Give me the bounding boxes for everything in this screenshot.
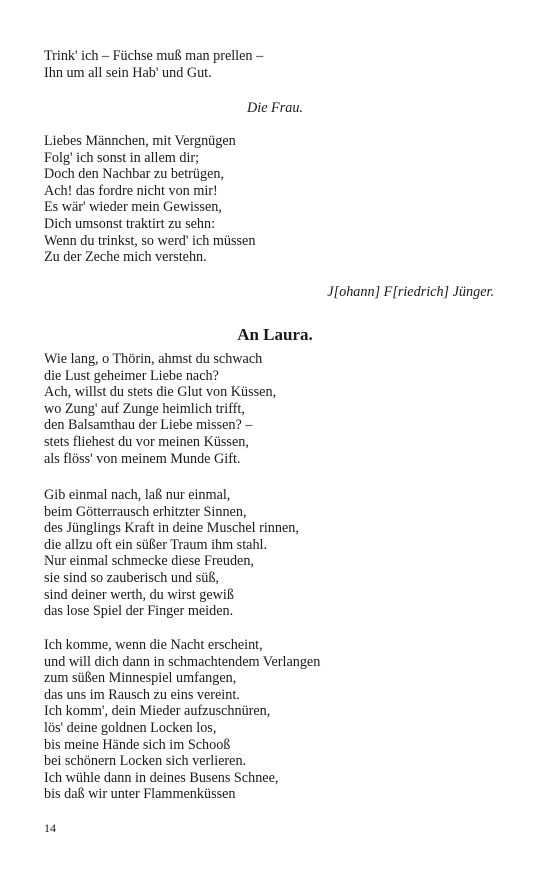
verse-line: Gib einmal nach, laß nur einmal, xyxy=(44,487,231,503)
verse-line: sie sind so zauberisch und süß, xyxy=(44,569,219,586)
verse-line: Ach, willst du stets die Glut von Küssen, xyxy=(44,384,277,401)
author-attribution: J[ohann] F[riedrich] Jünger. xyxy=(327,284,494,300)
verse-line: Wenn du trinkst, so werd' ich müssen xyxy=(44,232,256,249)
verse-line: Liebes Männchen, mit Vergnügen xyxy=(44,133,236,149)
verse-line: wo Zung' auf Zunge heimlich trifft, xyxy=(44,400,245,417)
verse-line: bis daß wir unter Flammenküssen xyxy=(44,786,236,803)
verse-line: Dich umsonst traktirt zu sehn: xyxy=(44,215,216,232)
continuation-stanza xyxy=(44,48,514,81)
verse-line: des Jünglings Kraft in deine Muschel rinnen, xyxy=(44,520,299,537)
verse-line: bis meine Hände sich im Schooß xyxy=(44,736,231,753)
frau-stanza xyxy=(44,133,514,266)
speaker-heading: Die Frau. xyxy=(247,100,303,116)
verse-line: die allzu oft ein süßer Traum ihm stahl. xyxy=(44,536,268,553)
verse-line: Ach! das fordre nicht von mir! xyxy=(44,182,218,199)
poem-stanza-3 xyxy=(44,637,514,803)
verse-line: den Balsamthau der Liebe missen? – xyxy=(44,417,253,434)
verse-line: Ich komme, wenn die Nacht erscheint, xyxy=(44,637,263,653)
verse-line: Nur einmal schmecke diese Freuden, xyxy=(44,553,254,570)
verse-line: das uns im Rausch zu eins vereint. xyxy=(44,686,240,703)
verse-line: als flöss' von meinem Munde Gift. xyxy=(44,450,241,467)
verse-line: sind deiner werth, du wirst gewiß xyxy=(44,586,234,603)
verse-line: Folg' ich sonst in allem dir; xyxy=(44,149,200,166)
page-number: 14 xyxy=(44,821,56,835)
verse-line: Ihn um all sein Hab' und Gut. xyxy=(44,64,212,81)
poem-stanza-2 xyxy=(44,487,514,620)
poem-stanza-1 xyxy=(44,351,514,467)
verse-line: Trink' ich – Füchse muß man prellen – xyxy=(44,48,264,64)
verse-line: Doch den Nachbar zu betrügen, xyxy=(44,166,225,183)
verse-line: Zu der Zeche mich verstehn. xyxy=(44,249,207,266)
verse-line: Ich komm', dein Mieder aufzuschnüren, xyxy=(44,703,271,720)
verse-line: bei schönern Locken sich verlieren. xyxy=(44,753,247,770)
verse-line: die Lust geheimer Liebe nach? xyxy=(44,367,219,384)
verse-line: Wie lang, o Thörin, ahmst du schwach xyxy=(44,351,263,367)
verse-line: und will dich dann in schmachtendem Verlangen xyxy=(44,653,321,670)
poem-title: An Laura. xyxy=(237,325,313,344)
verse-line: lös' deine goldnen Locken los, xyxy=(44,719,217,736)
verse-line: Ich wühle dann in deines Busens Schnee, xyxy=(44,769,279,786)
verse-line: zum süßen Minnespiel umfangen, xyxy=(44,670,237,687)
verse-line: beim Götterrausch erhitzter Sinnen, xyxy=(44,503,247,520)
verse-line: stets fliehest du vor meinen Küssen, xyxy=(44,433,249,450)
verse-line: das lose Spiel der Finger meiden. xyxy=(44,603,234,620)
verse-line: Es wär' wieder mein Gewissen, xyxy=(44,199,222,216)
